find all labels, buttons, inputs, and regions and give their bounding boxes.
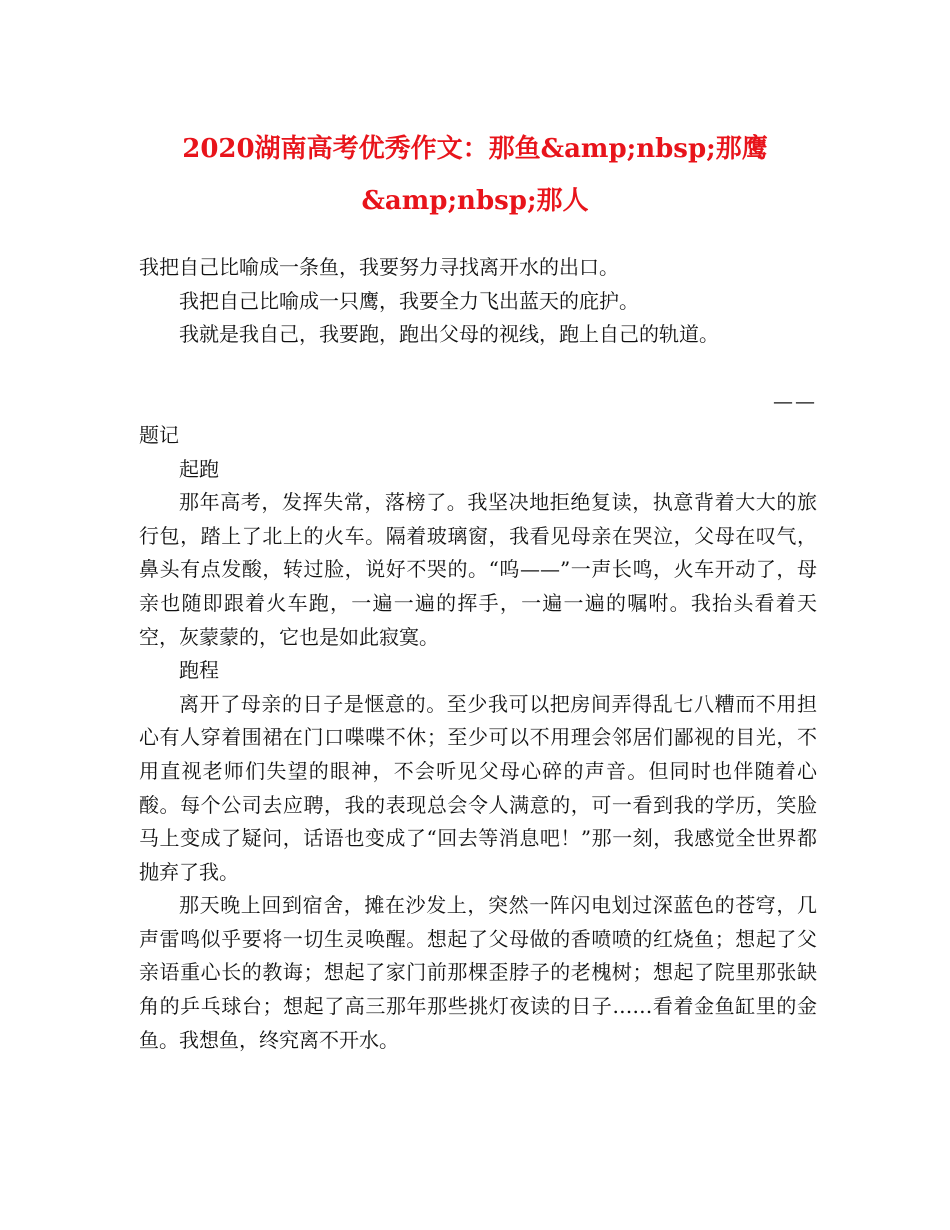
intro-line-2: 我把自己比喻成一只鹰，我要全力飞出蓝天的庇护。: [179, 288, 639, 313]
epigraph-dash: ——: [773, 389, 817, 414]
section-heading-journey: 跑程: [179, 658, 219, 683]
epigraph-label: 题记: [139, 422, 179, 447]
intro-line-3: 我就是我自己，我要跑，跑出父母的视线，跑上自己的轨道。: [179, 322, 719, 347]
document-title-line-2: &amp;nbsp;那人: [361, 186, 589, 216]
section-heading-start: 起跑: [179, 456, 219, 481]
document-body: [139, 251, 817, 1057]
document-title-line-1: 2020湖南高考优秀作文：那鱼&amp;nbsp;那鹰: [182, 134, 768, 164]
section-journey-paragraph-2: 那天晚上回到宿舍，摊在沙发上，突然一阵闪电划过深蓝色的苍穹，几声雷鸣似乎要将一切生灵唤醒。想起了父母做的香喷喷的红烧鱼；想起了父亲语重心长的教诲；想起了家门前那棵歪脖子的老槐树；想起了院里那张缺角的乒乓球台；想起了高三那年那些挑灯夜读的日子……看着金鱼缸里的金鱼。我想鱼，终究离不开水。: [139, 893, 817, 1052]
section-start-paragraph-1: 那年高考，发挥失常，落榜了。我坚决地拒绝复读，执意背着大大的旅行包，踏上了北上的火车。隔着玻璃窗，我看见母亲在哭泣，父母在叹气，鼻头有点发酸，转过脸，说好不哭的。“呜——”一声长鸣，火车开动了，母亲也随即跟着火车跑，一遍一遍的挥手，一遍一遍的嘱咐。我抬头看着天空，灰蒙蒙的，它也是如此寂寞。: [139, 490, 817, 649]
intro-line-1: 我把自己比喻成一条鱼，我要努力寻找离开水的出口。: [139, 255, 619, 279]
section-journey-paragraph-1: 离开了母亲的日子是惬意的。至少我可以把房间弄得乱七八糟而不用担心有人穿着围裙在门口喋喋不休；至少可以不用理会邻居们鄙视的目光，不用直视老师们失望的眼神，不会听见父母心碎的声音。但同时也伴随着心酸。每个公司去应聘，我的表现总会令人满意的，可一看到我的学历，笑脸马上变成了疑问，话语也变成了“回去等消息吧！”那一刻，我感觉全世界都抛弃了我。: [139, 691, 817, 884]
blank-line: [139, 352, 817, 386]
